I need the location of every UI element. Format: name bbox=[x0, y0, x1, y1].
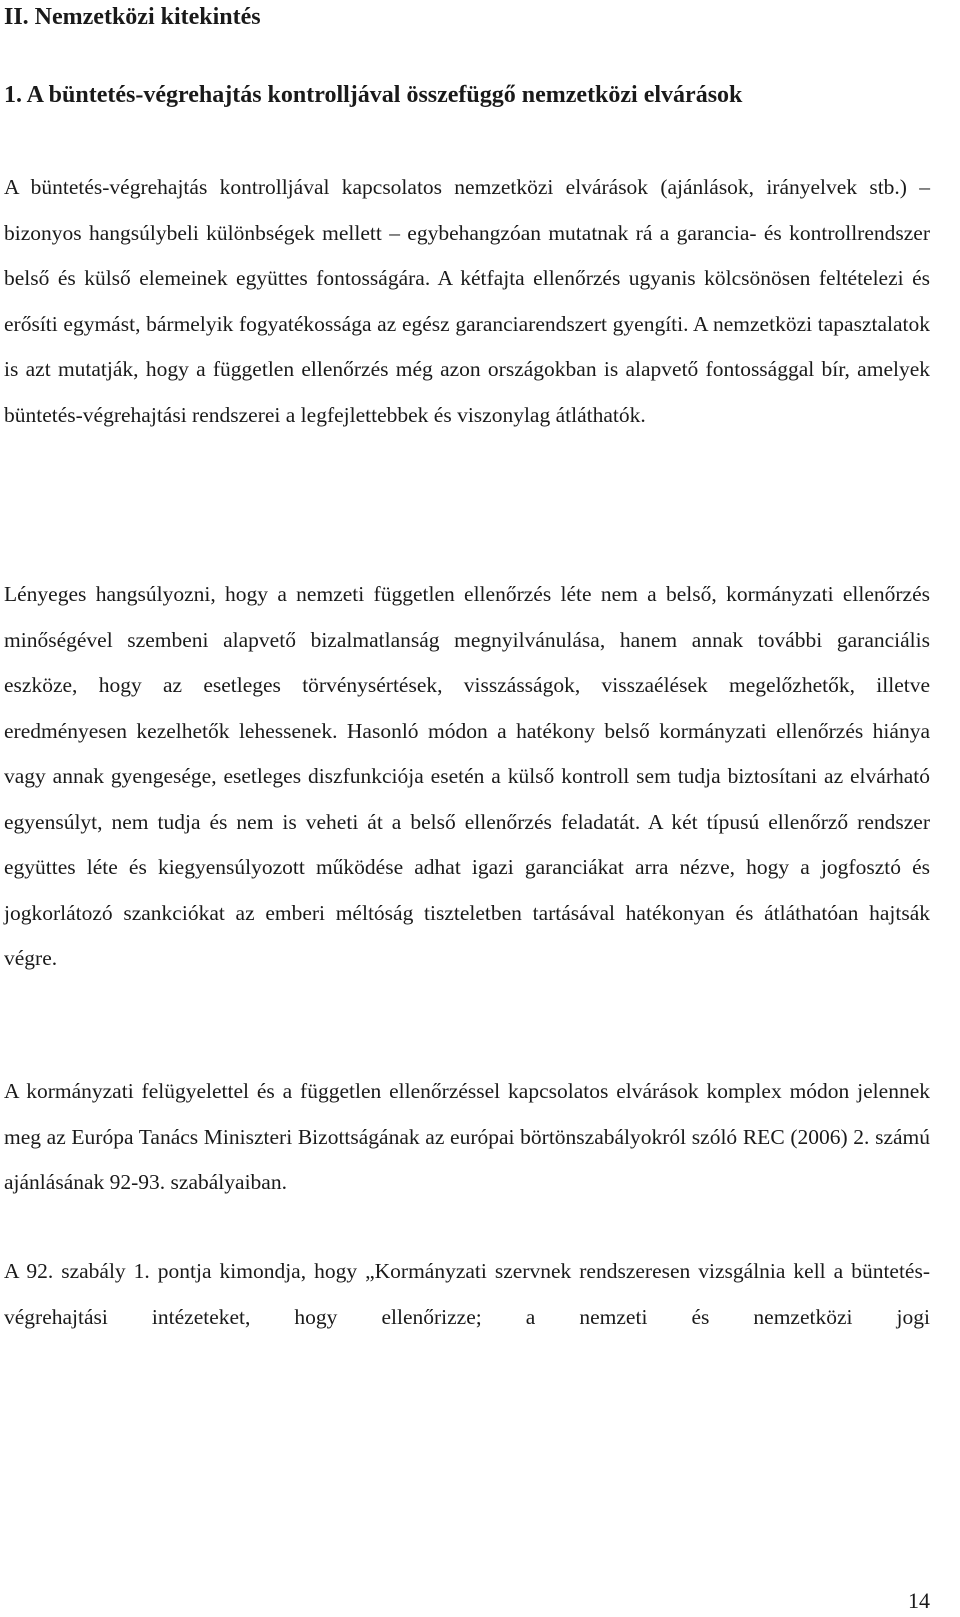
paragraph-4: A 92. szabály 1. pontja kimondja, hogy „Kormányzati szervnek rendszeresen vizsgálnia kell a büntetés-végrehajtási intézeteket, hogy ellenőrizze; a nemzeti és nemzetközi jogi bbox=[4, 1259, 930, 1329]
paragraph-3: A kormányzati felügyelettel és a független ellenőrzéssel kapcsolatos elvárások komplex módon jelennek meg az Európa Tanács Miniszteri Bizottságának az európai börtönszabályokról szóló REC (2006) 2. számú ajánlásának 92-93. szabályaiban. bbox=[4, 1079, 930, 1194]
subsection-title: 1. A büntetés-végrehajtás kontrolljával összefüggő nemzetközi elvárások bbox=[4, 82, 743, 108]
page-number: 14 bbox=[908, 1588, 930, 1613]
section-title: II. Nemzetközi kitekintés bbox=[4, 4, 261, 30]
paragraph-2: Lényeges hangsúlyozni, hogy a nemzeti független ellenőrzés léte nem a belső, kormányzati ellenőrzés minőségével szembeni alapvető bizalmatlanság megnyilvánulása, hanem annak további garanciális eszköze, hogy az esetleges törvénysértések, visszásságok, visszaélések megelőzhetők, illetve eredményesen kezelhetők lehessenek. Hasonló módon a hatékony belső kormányzati ellenőrzés hiánya vagy annak gyengesége, esetleges diszfunkciója esetén a külső kontroll sem tudja biztosítani az elvárható egyensúlyt, nem tudja és nem is veheti át a belső ellenőrzés feladatát. A két típusú ellenőrző rendszer együttes léte és kiegyensúlyozott működése adhat igazi garanciákat arra nézve, hogy a jogfosztó és jogkorlátozó szankciókat az emberi méltóság tiszteletben tartásával hatékonyan és átláthatóan hajtsák végre. bbox=[4, 582, 930, 970]
paragraph-1: A büntetés-végrehajtás kontrolljával kapcsolatos nemzetközi elvárások (ajánlások, irányelvek stb.) – bizonyos hangsúlybeli különbségek mellett – egybehangzóan mutatnak rá a garancia- és kontrollrendszer belső és külső elemeinek együttes fontosságára. A kétfajta ellenőrzés ugyanis kölcsönösen feltételezi és erősíti egymást, bármelyik fogyatékossága az egész garanciarendszert gyengíti. A nemzetközi tapasztalatok is azt mutatják, hogy a független ellenőrzés még azon országokban is alapvető fontossággal bír, amelyek büntetés-végrehajtási rendszerei a legfejlettebbek és viszonylag átláthatók. bbox=[4, 175, 930, 427]
